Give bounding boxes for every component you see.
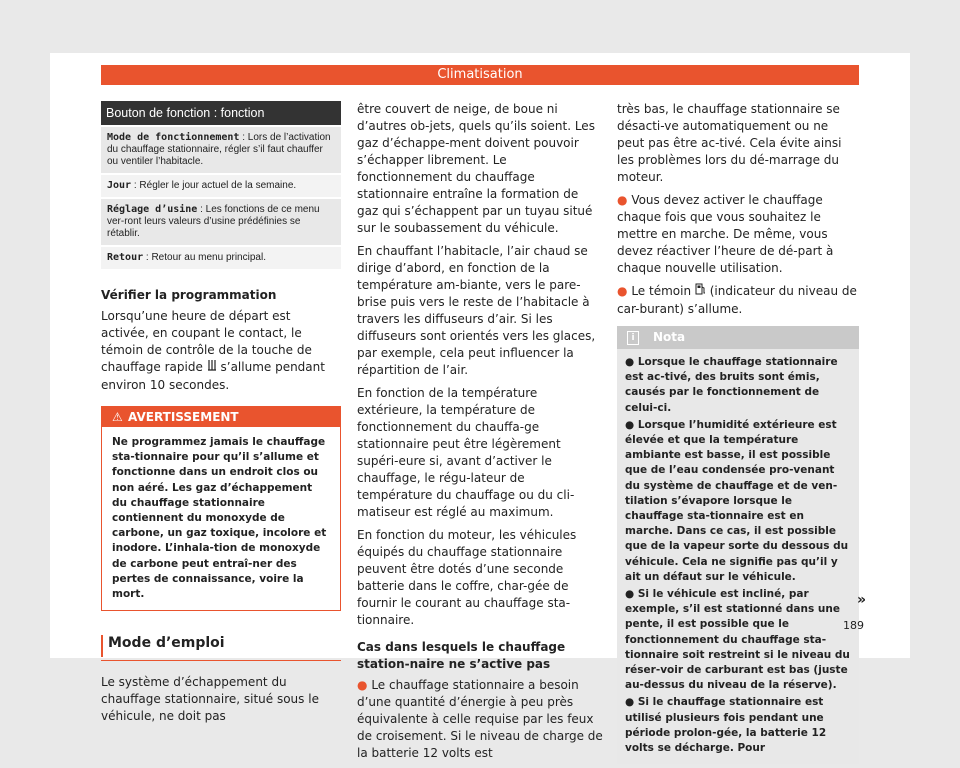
table-row-text: : Les fonctions de ce menu ver-ront leurs valeurs d’usine prédéfinies se rétablir.	[107, 204, 320, 239]
warning-text: Ne programmez jamais le chauffage sta-tionnaire pour qu’il s’allume et fonctionne dans un endroit clos ou non aéré. Les gaz d’échappement du chauffage stationnaire contiennent du monoxyde de carbone, un gaz toxique, incolore et inodore. L’inhala-tion de monoxyde de carbone peut entraî-ner des pertes de connaissance, voire la mort.	[112, 436, 327, 601]
bullet-icon: ●	[617, 193, 628, 207]
verify-paragraph	[101, 308, 341, 394]
verify-text-a: Lorsqu’une heure de départ est activée, en coupant le contact, le témoin de contrôle de la touche de chauffage rapide	[101, 309, 312, 374]
column-2	[357, 101, 603, 768]
table-row-text: : Retour au menu principal.	[143, 252, 266, 263]
mode-heading-block	[101, 635, 341, 661]
note-item: ● Si le véhicule est incliné, par exemple, s’il est stationné dans une pente, il est possible que le fonctionnement du chauffage sta-tionnaire soit restreint si le niveau du réser-voir de carburant est bas (juste au-dessus du niveau de la réserve).	[625, 588, 850, 692]
table-title: Bouton de fonction : fonction	[101, 101, 341, 125]
table-row	[101, 247, 341, 269]
bullet-icon: ●	[357, 678, 368, 692]
paragraph: En chauffant l’habitacle, l’air chaud se dirige d’abord, en fonction de la température am-biante, vers le pare-brise puis vers le reste de l’habitacle à travers les diffuseurs d’air. Si les diffuseurs sont orientés vers les glaces, par exemple, cela peut influencer la répartition de l’air.	[357, 244, 596, 377]
note-body	[617, 349, 859, 764]
note-item-text: Si le chauffage stationnaire est utilisé plusieurs fois pendant une période prolon-gée, la batterie 12 volts se décharge. Pour	[625, 696, 827, 755]
column-1	[101, 101, 341, 731]
paragraph: être couvert de neige, de boue ni d’autres ob-jets, quels qu’ils soient. Les gaz d’échappe-ment doivent pouvoir s’échapper librement. Le fonctionnement du chauffage stationnaire entraîne la formation de gaz qui s’échappent par un tuyau situé sur le soubassement du véhicule.	[357, 102, 595, 235]
verify-heading: Vérifier la programmation	[101, 288, 277, 302]
warning-box	[101, 406, 341, 611]
mode-text: Le système d’échappement du chauffage stationnaire, situé sous le véhicule, ne doit pas	[101, 675, 319, 724]
bullet-text: Le témoin	[631, 284, 692, 298]
note-box	[617, 326, 859, 764]
continue-mark: »	[857, 592, 867, 608]
bullet-text: (indicateur du niveau de car-burant) s’allume.	[617, 284, 857, 316]
paragraph: En fonction du moteur, les véhicules équipés du chauffage stationnaire peuvent être dotés d’une seconde batterie dans le coffre, char-gée de fournir le courant au chauffage sta-tionnaire.	[357, 528, 577, 627]
note-title: Nota	[653, 330, 686, 344]
table-row	[101, 127, 341, 173]
bullet-text: Vous devez activer le chauffage chaque fois que vous souhaitez le mettre en marche. De même, vous devez réactiver l’heure de dé-part à chaque nouvelle utilisation.	[617, 193, 834, 275]
table-row-key: Retour	[107, 252, 144, 263]
note-item-text: Si le véhicule est incliné, par exemple, s’il est stationné dans une pente, il est possible que le fonctionnement du chauffage sta-tionnaire soit restreint si le niveau du réser-voir de carburant est bas (juste au-dessus du niveau de la réserve).	[625, 588, 850, 692]
note-item: ● Si le chauffage stationnaire est utilisé plusieurs fois pendant une période prolon-gée, la batterie 12 volts se décharge. Pour	[625, 696, 827, 755]
verify-text-b: s’allume pendant environ 10 secondes.	[101, 360, 325, 392]
mode-heading: Mode d’emploi	[108, 635, 225, 652]
info-icon: i	[627, 331, 639, 345]
table-row-key: Jour	[107, 180, 132, 191]
bullet-item	[617, 192, 859, 277]
section-heading: Cas dans lesquels le chauffage station-naire ne s’active pas	[357, 640, 566, 671]
table-row-key: Réglage d’usine	[107, 204, 198, 215]
bullet-item	[617, 283, 859, 318]
bullet-item	[357, 677, 603, 762]
note-item: ● Lorsque le chauffage stationnaire est ac-tivé, des bruits sont émis, causés par le fonctionnement de celui-ci.	[625, 356, 838, 414]
warning-title: AVERTISSEMENT	[128, 410, 239, 424]
paragraph: très bas, le chauffage stationnaire se désacti-ve automatiquement ou ne peut pas être ac-tivé. Cela évite ainsi les problèmes lors du dé-marrage du moteur.	[617, 102, 842, 184]
page-header: Climatisation	[101, 65, 859, 85]
table-row-key: Mode de fonctionnement	[107, 132, 240, 143]
table-row	[101, 175, 341, 197]
note-item-text: Lorsque le chauffage stationnaire est ac-tivé, des bruits sont émis, causés par le fonctionnement de celui-ci.	[625, 356, 838, 414]
heater-icon	[207, 359, 217, 377]
table-row-text: : Régler le jour actuel de la semaine.	[131, 180, 297, 191]
column-3	[617, 101, 859, 764]
note-item: ● Lorsque l’humidité extérieure est élevée et que la température ambiante est basse, il est possible que de l’eau condensée pro-venant du système de chauffage et de ven-tilation s’évapore lorsque le chauffage sta-tionnaire est en marche. Dans ce cas, il est possible que de la vapeur sorte du dessous du véhicule. Cela ne signifie pas qu’il y ait un défaut sur le véhicule.	[625, 418, 849, 583]
note-header	[617, 326, 859, 349]
warning-header	[102, 407, 340, 427]
bullet-text: Le chauffage stationnaire a besoin d’une quantité d’énergie à peu près équivalente à celle requise par les feux de croisement. Si le niveau de charge de la batterie 12 volts est	[357, 678, 603, 760]
paragraph: En fonction de la température extérieure, la température de fonctionnement du chauffa-ge stationnaire peut être légèrement supéri-eure si, avant d’activer le chauffage, le régu-lateur de température du chauffage ou du cli-matiseur est réglé au maximum.	[357, 386, 575, 519]
bullet-icon: ●	[617, 284, 628, 298]
page-number: 189	[843, 619, 864, 632]
table-row-text: : Lors de l’activation du chauffage stationnaire, régler s’il faut chauffer ou ventiler l’habitacle.	[107, 132, 331, 167]
fuel-pump-icon	[695, 283, 706, 301]
warning-triangle-icon: ⚠	[112, 410, 123, 424]
table-row	[101, 199, 341, 245]
note-item-text: Lorsque l’humidité extérieure est élevée et que la température ambiante est basse, il est possible que de l’eau condensée pro-venant du système de chauffage et de ven-tilation s’évapore lorsque le chauffage sta-tionnaire est en marche. Dans ce cas, il est possible que de la vapeur sorte du dessous du véhicule. Cela ne signifie pas qu’il y ait un défaut sur le véhicule.	[625, 418, 849, 583]
